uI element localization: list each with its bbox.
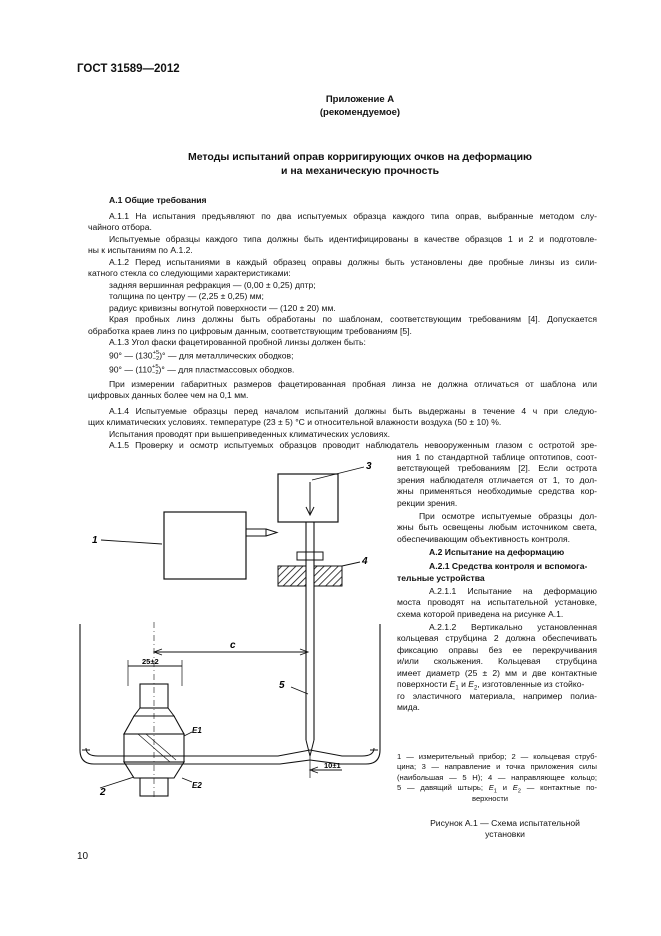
figure-caption — [380, 818, 630, 841]
label-1: 1 — [92, 535, 98, 546]
text-line: щих климатических условиях. температуре (23 ± 5) °С и относительной влажности воздуха (50 ± 10) %. — [88, 417, 502, 427]
bevel-angle-plastic: 90° — (110 +5 −2 )° — для пластмассовых ободков. — [109, 364, 295, 376]
annex-label: Приложение А — [325, 94, 395, 105]
label-e1: E1 — [192, 726, 202, 735]
pin-collar — [297, 552, 323, 560]
text-line: А.1.2 Перед испытаниями в каждый образец оправы должны быть установлены две пробные линзы из сили- — [109, 257, 597, 267]
text-line: При осмотре испытуемые образцы дол- — [419, 511, 597, 521]
text-line: цифровых данных более чем на 0,1 мм. — [88, 390, 249, 400]
text-line: ветствующей требованиям [2]. Если острота — [397, 463, 597, 473]
text-line: ны к испытаниям по А.1.2. — [88, 245, 193, 255]
page-number: 10 — [77, 851, 89, 862]
text-line: имеет диаметр (25 ± 2) мм и две контактные — [397, 668, 597, 678]
label-3: 3 — [366, 461, 372, 472]
text-line: А.1.5 Проверку и осмотр испытуемых образцов проводит наблюдатель невооруженным глазом с остротой зре- — [109, 440, 597, 450]
tolerance-130: +5 −2 — [152, 350, 160, 362]
legend-line: 1 — измерительный прибор; 2 — кольцевая струб- — [397, 752, 597, 761]
annex-heading — [60, 94, 660, 119]
legend-line: верхности — [472, 794, 509, 803]
text-line: А.1.3 Угол фаски фацетированной пробной линзы должен быть: — [109, 337, 366, 347]
section-heading-a2: А.2 Испытание на деформацию — [429, 547, 565, 557]
force-application-box — [278, 474, 338, 522]
label-4: 4 — [362, 556, 368, 567]
text-line: зрения наблюдателя отличается от 1, то дол- — [397, 475, 597, 485]
text-line: мида. — [397, 702, 420, 712]
text-line: чайного отбора. — [88, 222, 152, 232]
tolerance-110: +5 −2 — [151, 364, 159, 376]
text-line: обработка краев линз по цифровым данным, соответствующим требованиям [5]. — [88, 326, 412, 336]
text-line: А.2.1.2 Вертикально установленная — [429, 622, 597, 632]
text-line: задняя вершинная рефракция — (0,00 ± 0,25) дптр; — [109, 280, 316, 290]
text-line: А.2.1.1 Испытание на деформацию — [429, 586, 597, 596]
device-stylus — [246, 529, 266, 536]
document-title — [60, 151, 660, 178]
text-line: схема которой приведена на рисунке А.1. — [397, 609, 564, 619]
text-line: толщина по центру — (2,25 ± 0,25) мм; — [109, 291, 264, 301]
text-line: радиус кривизны вогнутой поверхности — (120 ± 20) мм. — [109, 303, 336, 313]
label-5: 5 — [279, 680, 285, 691]
text-line: го эластичного материала, например полиа- — [397, 691, 597, 701]
measuring-device-box — [164, 512, 246, 579]
label-dim-top: 25±2 — [142, 657, 159, 666]
text-line: обеспечивающим объективность контроля. — [397, 534, 571, 544]
figure-caption-line-2: установки — [485, 829, 525, 840]
annex-status: (рекомендуемое) — [319, 106, 401, 118]
label-e2: E2 — [192, 781, 202, 790]
section-heading-a1: А.1 Общие требования — [109, 195, 207, 205]
text-line: А.1.1 На испытания предъявляют по два испытуемых образца каждого типа оправ, выбранные методом слу- — [109, 211, 597, 221]
frame-right-outer — [310, 624, 380, 764]
label-c: c — [230, 640, 236, 651]
text-line: моста проводят на испытательной установке, — [397, 597, 597, 607]
text-line: катного стекла со следующими характеристиками: — [88, 268, 291, 278]
text-line: ния 1 по стандартной таблице оптотипов, соот- — [397, 452, 597, 462]
text-line: Испытания проводят при вышеприведенных климатических условиях. — [109, 429, 391, 439]
text-line: и/или скольжения. Кольцевая струбцина — [397, 656, 597, 666]
title-line-1: Методы испытаний оправ корригирующих очков на деформацию — [187, 151, 533, 163]
guide-ring-right — [314, 566, 342, 586]
text-line: Края пробных линз должны быть обработаны по шаблонам, соответствующим требованиям [4]. Допускается — [109, 314, 597, 324]
text-line: рекции зрения. — [397, 498, 458, 508]
contact-surfaces-line: поверхности $E_1$ и $E_2$, изготовленные из стойко- — [397, 679, 585, 692]
figure-caption-line-1: Рисунок А.1 — Схема испытательной — [430, 818, 580, 828]
text-line: кольцевая струбцина 2 должна обеспечивать — [397, 633, 597, 643]
legend-line-contact: 5 — давящий штырь; $E_1$ и $E_2$ — контактные по- — [397, 783, 597, 795]
text-line: А.1.4 Испытуемые образцы перед началом испытаний должны быть выдержаны в течение 4 ч при следую- — [109, 406, 597, 416]
bevel-angle-metal: 90° — (130 +5 −2 )° — для металлических ободков; — [109, 350, 294, 362]
title-line-2: и на механическую прочность — [280, 164, 440, 177]
text-line: жны быть освещены любым источником света, — [397, 522, 597, 532]
section-heading-a21-cont: тельные устройства — [397, 573, 485, 583]
text-line: фиксацию оправы без ее перекручивания — [397, 645, 597, 655]
guide-ring-left — [278, 566, 306, 586]
standard-header: ГОСТ 31589—2012 — [77, 63, 180, 75]
text-line: Испытуемые образцы каждого типа должны быть идентифицированы в качестве образцов 1 и 2 и подготовле- — [109, 234, 597, 244]
label-2: 2 — [100, 787, 106, 797]
label-dim-bottom: 10±1 — [324, 761, 341, 770]
frame-inner — [86, 748, 374, 756]
test-setup-figure — [70, 452, 395, 797]
legend-line: цина; 3 — направление и точка приложения силы — [397, 762, 597, 771]
text-line: При измерении габаритных размеров фацетированная пробная линза не должна отличаться от шаблона или — [109, 379, 597, 389]
legend-line: (наибольшая — 5 Н); 4 — направляющее кольцо; — [397, 773, 597, 782]
text-line: жны применяться необходимые средства кор- — [397, 486, 597, 496]
frame-left-outer — [80, 624, 310, 764]
section-heading-a21: А.2.1 Средства контроля и вспомога- — [429, 561, 588, 571]
